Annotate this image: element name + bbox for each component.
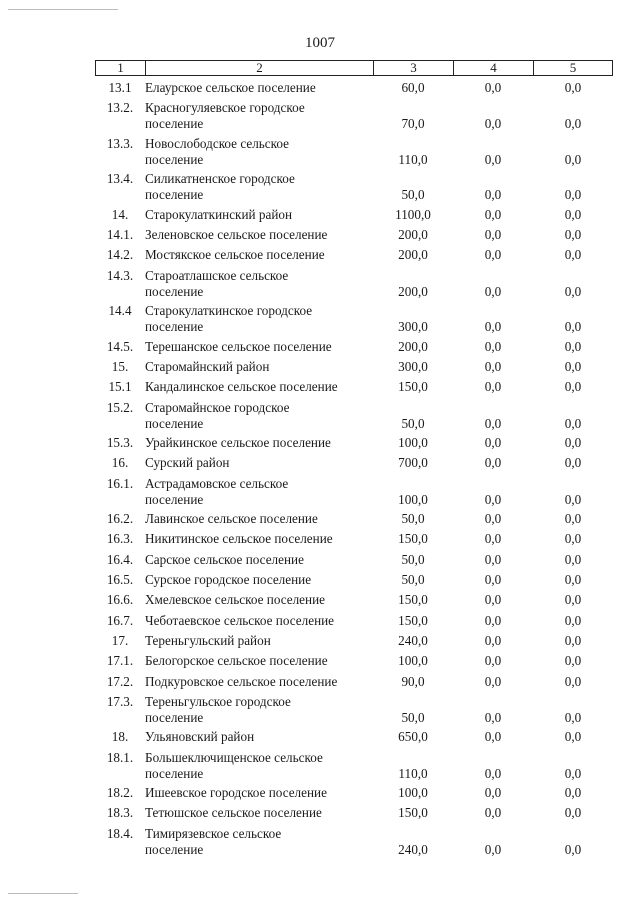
row-name: Подкуровское сельское поселение (145, 673, 338, 689)
table-row (95, 474, 612, 510)
row-name: Белогорское сельское поселение (145, 653, 328, 669)
column-header-5: 5 (534, 61, 613, 76)
row-value-col5: 0,0 (564, 415, 582, 431)
row-name: Ишеевское городское поселение (145, 785, 327, 801)
row-name: Чеботаевское сельское поселение (145, 612, 335, 628)
table-row (95, 78, 612, 98)
row-name: Терешанское сельское поселение (145, 338, 332, 354)
row-value-col4: 0,0 (484, 187, 502, 203)
row-number: 17.2. (106, 673, 134, 689)
row-value-col3: 110,0 (398, 765, 428, 781)
row-name: Тетюшское сельское поселение (145, 805, 322, 821)
row-value-col4: 0,0 (484, 455, 502, 471)
table-row (95, 529, 612, 549)
row-value-col5: 0,0 (564, 632, 582, 648)
row-value-col4: 0,0 (484, 247, 502, 263)
row-value-col4: 0,0 (484, 592, 502, 608)
row-value-col3: 200,0 (398, 247, 428, 263)
table-row (95, 245, 612, 265)
row-value-col3: 100,0 (398, 785, 428, 801)
table-row (95, 509, 612, 529)
row-name: Старомайнское городское (145, 399, 290, 415)
row-name: Старокулаткинский район (145, 206, 293, 222)
row-name: Сурское городское поселение (145, 572, 312, 588)
row-value-col4: 0,0 (484, 338, 502, 354)
row-value-col5: 0,0 (564, 572, 582, 588)
row-value-col5: 0,0 (564, 283, 582, 299)
table-row (95, 748, 612, 784)
row-number: 16.7. (106, 612, 134, 628)
row-number: 13.1 (108, 80, 132, 95)
row-number: 18.3. (106, 805, 134, 821)
row-value-col5: 0,0 (564, 338, 582, 354)
row-value-col4: 0,0 (484, 206, 502, 222)
row-value-col5: 0,0 (564, 612, 582, 628)
table-row (95, 570, 612, 590)
row-value-col4: 0,0 (484, 632, 502, 648)
row-name: Мостякское сельское поселение (145, 247, 325, 263)
row-number: 14.1. (106, 227, 134, 243)
column-header-4: 4 (454, 61, 534, 76)
row-number: 18. (111, 729, 129, 745)
row-name-continuation: поселение (145, 319, 204, 335)
table-row (95, 803, 612, 823)
row-value-col3: 150,0 (398, 592, 428, 608)
row-name: Тереньгульское городское (145, 693, 291, 709)
row-name: Новослободское сельское (145, 135, 289, 151)
row-value-col4: 0,0 (484, 151, 502, 167)
row-value-col4: 0,0 (484, 227, 502, 243)
row-name: Елаурское сельское поселение (145, 80, 316, 95)
row-value-col4: 0,0 (484, 511, 502, 527)
row-value-col3: 300,0 (398, 319, 428, 335)
row-value-col4: 0,0 (484, 116, 502, 132)
row-value-col4: 0,0 (484, 653, 502, 669)
table-row (95, 169, 612, 205)
row-value-col5: 0,0 (564, 151, 582, 167)
row-value-col3: 50,0 (401, 415, 425, 431)
row-value-col5: 0,0 (564, 511, 582, 527)
row-value-col5: 0,0 (564, 709, 582, 725)
row-value-col5: 0,0 (564, 592, 582, 608)
row-value-col4: 0,0 (484, 319, 502, 335)
row-name: Астрадамовское сельское (145, 475, 289, 491)
row-value-col4: 0,0 (484, 841, 502, 857)
row-value-col5: 0,0 (564, 531, 582, 547)
table-row (95, 98, 612, 134)
row-number: 17. (111, 632, 129, 648)
row-number: 16.3. (106, 531, 134, 547)
table-row (95, 398, 612, 434)
row-value-col5: 0,0 (564, 653, 582, 669)
row-value-col4: 0,0 (484, 283, 502, 299)
row-value-col3: 100,0 (398, 435, 428, 451)
row-name: Сурский район (145, 455, 230, 471)
row-value-col4: 0,0 (484, 673, 502, 689)
row-name: Старомайнский район (145, 358, 270, 374)
row-value-col3: 1100,0 (395, 206, 431, 222)
row-name: Большеключищенское сельское (145, 749, 323, 765)
table-row (95, 631, 612, 651)
row-name-continuation: поселение (145, 709, 204, 725)
row-value-col3: 200,0 (398, 283, 428, 299)
table-row (95, 783, 612, 803)
row-name: Хмелевское сельское поселение (145, 592, 326, 608)
row-name: Сарское сельское поселение (145, 551, 304, 567)
row-number: 16. (111, 455, 129, 471)
row-name: Лавинское сельское поселение (145, 511, 318, 527)
row-value-col4: 0,0 (484, 491, 502, 507)
row-value-col4: 0,0 (484, 709, 502, 725)
row-value-col3: 200,0 (398, 338, 428, 354)
row-value-col3: 50,0 (401, 187, 425, 203)
row-name-continuation: поселение (145, 116, 204, 132)
row-number: 16.1. (106, 475, 134, 491)
row-value-col5: 0,0 (564, 805, 582, 821)
table-row (95, 337, 612, 357)
table-row (95, 433, 612, 453)
row-value-col4: 0,0 (484, 805, 502, 821)
row-name-continuation: поселение (145, 415, 204, 431)
table-row (95, 590, 612, 610)
row-name: Староатлашское сельское (145, 267, 289, 283)
row-value-col3: 90,0 (401, 673, 425, 689)
row-value-col5: 0,0 (564, 455, 582, 471)
row-value-col3: 50,0 (401, 572, 425, 588)
row-value-col5: 0,0 (564, 551, 582, 567)
row-value-col4: 0,0 (484, 785, 502, 801)
table-row (95, 727, 612, 747)
row-value-col3: 50,0 (401, 709, 425, 725)
row-number: 14.5. (106, 338, 134, 354)
row-value-col5: 0,0 (564, 80, 582, 95)
row-value-col3: 100,0 (398, 653, 428, 669)
row-name-continuation: поселение (145, 491, 204, 507)
table-row (95, 611, 612, 631)
row-number: 13.2. (106, 100, 134, 116)
table-row (95, 357, 612, 377)
table-row (95, 205, 612, 225)
row-name: Красногуляевское городское (145, 100, 305, 116)
row-value-col5: 0,0 (564, 206, 582, 222)
row-name: Урайкинское сельское поселение (145, 435, 331, 451)
row-value-col4: 0,0 (484, 80, 502, 95)
row-name: Силикатненское городское (145, 171, 295, 187)
table-row (95, 453, 612, 473)
row-value-col3: 50,0 (401, 551, 425, 567)
column-header-3: 3 (374, 61, 454, 76)
row-value-col3: 650,0 (398, 729, 428, 745)
scan-edge-mark (8, 893, 78, 894)
row-value-col5: 0,0 (564, 491, 582, 507)
table-row (95, 377, 612, 397)
row-number: 18.4. (106, 825, 134, 841)
row-name-continuation: поселение (145, 765, 204, 781)
row-name: Тереньгульский район (145, 632, 271, 648)
row-value-col5: 0,0 (564, 187, 582, 203)
row-value-col4: 0,0 (484, 435, 502, 451)
row-name: Старокулаткинское городское (145, 303, 313, 319)
table-row (95, 225, 612, 245)
table-row (95, 550, 612, 570)
row-name: Тимирязевское сельское (145, 825, 282, 841)
row-value-col5: 0,0 (564, 247, 582, 263)
row-value-col5: 0,0 (564, 729, 582, 745)
row-value-col3: 150,0 (398, 379, 428, 395)
row-value-col5: 0,0 (564, 227, 582, 243)
row-value-col3: 50,0 (401, 511, 425, 527)
row-number: 14.3. (106, 267, 134, 283)
row-value-col3: 240,0 (398, 632, 428, 648)
row-value-col4: 0,0 (484, 415, 502, 431)
row-value-col4: 0,0 (484, 612, 502, 628)
row-name: Зеленовское сельское поселение (145, 227, 328, 243)
table-row (95, 651, 612, 671)
table-row (95, 692, 612, 728)
column-header-2: 2 (146, 61, 374, 76)
row-value-col3: 300,0 (398, 358, 428, 374)
column-header-row (95, 60, 613, 76)
row-value-col3: 150,0 (398, 612, 428, 628)
row-number: 13.4. (106, 171, 134, 187)
row-value-col4: 0,0 (484, 572, 502, 588)
row-value-col5: 0,0 (564, 673, 582, 689)
row-name: Ульяновский район (145, 729, 255, 745)
row-value-col5: 0,0 (564, 379, 582, 395)
row-value-col5: 0,0 (564, 765, 582, 781)
table-row (95, 266, 612, 302)
row-value-col4: 0,0 (484, 379, 502, 395)
row-name-continuation: поселение (145, 283, 204, 299)
row-value-col3: 110,0 (398, 151, 428, 167)
row-number: 16.5. (106, 572, 134, 588)
row-name-continuation: поселение (145, 841, 204, 857)
row-value-col3: 100,0 (398, 491, 428, 507)
table-row (95, 672, 612, 692)
row-number: 15.1 (108, 379, 132, 395)
row-number: 17.1. (106, 653, 134, 669)
row-number: 14.2. (106, 247, 134, 263)
row-number: 16.4. (106, 551, 134, 567)
row-value-col5: 0,0 (564, 116, 582, 132)
row-number: 14. (111, 206, 129, 222)
row-name: Никитинское сельское поселение (145, 531, 333, 547)
row-name: Кандалинское сельское поселение (145, 379, 338, 395)
row-number: 15.3. (106, 435, 134, 451)
page-number: 1007 (305, 35, 335, 51)
row-value-col5: 0,0 (564, 358, 582, 374)
row-value-col3: 200,0 (398, 227, 428, 243)
row-number: 17.3. (106, 693, 134, 709)
row-value-col3: 700,0 (398, 455, 428, 471)
table-body (95, 78, 612, 859)
row-number: 16.6. (106, 592, 134, 608)
row-value-col4: 0,0 (484, 551, 502, 567)
row-value-col3: 150,0 (398, 805, 428, 821)
row-number: 13.3. (106, 135, 134, 151)
row-number: 18.1. (106, 749, 134, 765)
row-number: 16.2. (106, 511, 134, 527)
row-value-col3: 60,0 (401, 80, 425, 95)
row-name-continuation: поселение (145, 187, 204, 203)
column-header-1: 1 (96, 61, 146, 76)
row-value-col5: 0,0 (564, 435, 582, 451)
row-value-col3: 150,0 (398, 531, 428, 547)
row-number: 18.2. (106, 785, 134, 801)
row-value-col4: 0,0 (484, 729, 502, 745)
table-row (95, 134, 612, 170)
row-value-col4: 0,0 (484, 358, 502, 374)
row-value-col5: 0,0 (564, 785, 582, 801)
row-value-col5: 0,0 (564, 319, 582, 335)
table-row (95, 301, 612, 337)
scan-edge-mark (8, 9, 118, 10)
row-value-col4: 0,0 (484, 531, 502, 547)
row-number: 15. (111, 358, 129, 374)
table-row (95, 824, 612, 860)
row-value-col5: 0,0 (564, 841, 582, 857)
row-value-col3: 70,0 (401, 116, 425, 132)
row-value-col4: 0,0 (484, 765, 502, 781)
row-name-continuation: поселение (145, 151, 204, 167)
row-number: 15.2. (106, 399, 134, 415)
row-number: 14.4 (108, 303, 132, 319)
row-value-col3: 240,0 (398, 841, 428, 857)
